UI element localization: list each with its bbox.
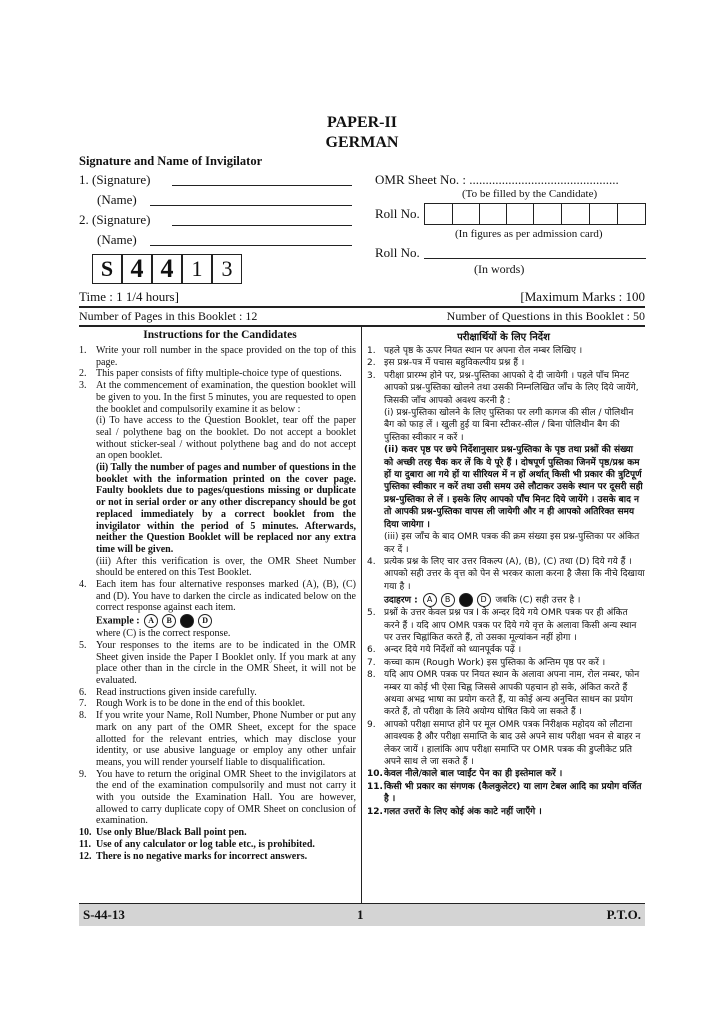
name-2-line[interactable] bbox=[150, 245, 352, 246]
instructions-hi: 1. पहले पृष्ठ के ऊपर नियत स्थान पर अपना रोल नम्बर लिखिए । 2. इस प्रश्न-पत्र में पचास बहुविकल्पीय प्रश्न हैं । 3. परीक्षा प्रारम्भ होने पर, प्रश्न-पुस्तिका आपको दे दी जायेगी । पहले पाँच मिनट आपको प्रश्न-पुस्तिका खोलने तथा उसकी निम्नलिखित जाँच के लिए दिये जायेंगे, जिसकी जाँच आपको अवश्य करनी है : (i) प्रश्न-पुस्तिका खोलने के लिए पुस्तिका पर लगी कागज की सील / पोलिथीन बैग को फाड़ लें । खुली हुई या बिना स्टीकर-सील / बिना पोलिथीन बैग की पुस्तिका स्वीकार न करें । (ii) कवर पृष्ठ पर छपे निर्देशानुसार प्रश्न-पुस्तिका के पृष्ठ तथा प्रश्नों की संख्या को अच्छी तरह चैक कर लें कि ये पूरे हैं । दोषपूर्ण पुस्तिका जिनमें पृष्ठ/प्रश्न कम हों या दुबारा आ गये हों या सीरियल में न हों अर्थात् किसी भी प्रकार की त्रुटिपूर्ण पुस्तिका स्वीकार न करें तथा उसी समय उसे लौटाकर उसके स्थान पर दूसरी सही प्रश्न-पुस्तिका ले लें । इसके लिए आपको पाँच मिनट दिये जायेंगे । उसके बाद न तो आपकी प्रश्न-पुस्तिका वापस ली जायेगी और न ही आपको अतिरिक्त समय दिया जायेगा । (iii) इस जाँच के बाद OMR पत्रक की क्रम संख्या इस प्रश्न-पुस्तिका पर अंकित कर दें । 4. प्रत्येक प्रश्न के लिए चार उत्तर विकल्प (A), (B), (C) तथा (D) दिये गये हैं । आपको सही उत्तर के वृत्त को पेन से भरकर काला करना है जैसा कि नीचे दिखाया गया है । उदाहरण : A B D जबकि (C) सही उत्तर है । 5. प्रश्नों के उत्तर केवल प्रश्न पत्र I के अन्दर दिये गये OMR पत्रक पर ही अंकित करने हैं । यदि आप OMR पत्रक पर दिये गये वृत्त के अलावा किसी अन्य स्थान पर उत्तर चिह्नांकित करते हैं, तो उसका मूल्यांकन नहीं होगा । 6. अन्दर दिये गये निर्देशों को ध्यानपूर्वक पढ़ें । 7. कच्चा काम (Rough Work) इस पुस्तिका के अन्तिम पृष्ठ पर करें । 8. यदि आप OMR पत्रक पर नियत स्थान के अलावा अपना नाम, रोल नम्बर, फोन नम्बर या कोई भी ऐसा चिह्न जिससे आपकी पहचान हो सके, अंकित करते हैं अथवा अभद्र भाषा का प्रयोग करते हैं, या कोई अन्य अनुचित साधन का प्रयोग करते हैं, तो परीक्षा के लिये अयोग्य घोषित किये जा सकते हैं । 9. आपको परीक्षा समाप्त होने पर मूल OMR पत्रक निरीक्षक महोदय को लौटाना आवश्यक है और परीक्षा समाप्ति के बाद उसे अपने साथ परीक्षा भवन से बाहर न लेकर जायें । हालांकि आप परीक्षा समाप्ति पर OMR पत्रक की डुप्लीकेट प्रति अपने साथ ले जा सकते हैं । 10. केवल नीले/काले बाल प्वाईंट पेन का ही इस्तेमाल करें । 11. किसी भी प्रकार का संगणक (कैलकुलेटर) या लाग टेबल आदि का प्रयोग वर्जित है । 12. गलत उत्तरों के लिए कोई अंक काटे नहीं जाएँगे । bbox=[367, 346, 645, 817]
signature-2-line[interactable] bbox=[172, 225, 352, 226]
hi-example: उदाहरण : A B D जबकि (C) सही उत्तर है । bbox=[384, 595, 581, 606]
en-item-11: Use of any calculator or log table etc., is prohibited. bbox=[96, 838, 315, 850]
option-c-filled-circle bbox=[180, 614, 194, 628]
roll-no-label: Roll No. bbox=[375, 206, 420, 221]
footer-code: S-44-13 bbox=[83, 907, 125, 922]
code-char-1: S bbox=[92, 254, 122, 284]
en-item-9: You have to return the original OMR Sheet to the invigilators at the end of the examination compulsorily and must not carry it with you outside the Examination Hall. You are however, allowed to carry duplicate copy of OMR Sheet on conclusion of examination. bbox=[96, 768, 356, 827]
booklet-code bbox=[92, 254, 242, 284]
rule-mid bbox=[79, 325, 645, 327]
code-char-3: 4 bbox=[152, 254, 182, 284]
rule-top bbox=[79, 306, 645, 308]
signature-1-line[interactable] bbox=[172, 185, 352, 186]
questions-count: Number of Questions in this Booklet : 50 bbox=[446, 309, 645, 323]
max-marks: [Maximum Marks : 100 bbox=[520, 289, 645, 304]
hi-item-2: इस प्रश्न-पत्र में पचास बहुविकल्पीय प्रश्न हैं । bbox=[384, 358, 525, 369]
en-item-3: At the commencement of examination, the question booklet will be given to you. In the first 5 minutes, you are requested to open the booklet and compulsorily examine it as below : bbox=[96, 380, 356, 415]
hi-item-9: आपको परीक्षा समाप्त होने पर मूल OMR पत्रक निरीक्षक महोदय को लौटाना आवश्यक है और परीक्षा समाप्ति के बाद उसे अपने साथ परीक्षा भवन से बाहर न लेकर जायें । हालांकि आप परीक्षा समाप्ति पर OMR पत्रक की डुप्लीकेट प्रति अपने साथ ले जा सकते हैं । bbox=[384, 719, 641, 767]
en-item-12: There is no negative marks for incorrect answers. bbox=[96, 850, 308, 862]
name-1-line[interactable] bbox=[150, 205, 352, 206]
omr-sheet-label: OMR Sheet No. : .............................................. bbox=[375, 172, 619, 187]
column-divider bbox=[361, 326, 362, 903]
en-item-3-iii: (iii) After this verification is over, the OMR Sheet Number should be entered on this Test Booklet. bbox=[96, 555, 356, 579]
en-item-3-ii: (ii) Tally the number of pages and number of questions in the booklet with the information printed on the cover page. Faulty booklets due to pages/questions missing or duplicate or not in serial order or any other discrepancy should be got replaced immediately by a correct booklet from the invigilator within the period of 5 minutes. Afterwards, neither the Question Booklet will be replaced nor any extra time will be given. bbox=[96, 462, 356, 555]
hi-item-8: यदि आप OMR पत्रक पर नियत स्थान के अलावा अपना नाम, रोल नम्बर, फोन नम्बर या कोई भी ऐसा चिह्न जिससे आपकी पहचान हो सके, अंकित करते हैं अथवा अभद्र भाषा का प्रयोग करते हैं, या कोई अन्य अनुचित साधन का प्रयोग करते हैं, तो परीक्षा के लिये अयोग्य घोषित किये जा सकते हैं । bbox=[384, 670, 640, 718]
signature-1-label: 1. (Signature) bbox=[79, 172, 151, 187]
hi-item-4: प्रत्येक प्रश्न के लिए चार उत्तर विकल्प (A), (B), (C) तथा (D) दिये गये हैं । आपको सही उत्तर के वृत्त को पेन से भरकर काला करना है जैसा कि नीचे दिखाया गया है । bbox=[384, 556, 645, 592]
hi-option-c-filled-circle bbox=[459, 593, 473, 607]
hi-option-b-circle: B bbox=[441, 593, 455, 607]
pages-count: Number of Pages in this Booklet : 12 bbox=[79, 309, 258, 323]
hi-item-3-ii: (ii) कवर पृष्ठ पर छपे निर्देशानुसार प्रश्न-पुस्तिका के पृष्ठ तथा प्रश्नों की संख्या को अच्छी तरह चैक कर लें कि ये पूरे हैं । दोषपूर्ण पुस्तिका जिनमें पृष्ठ/प्रश्न कम हों या दुबारा आ गये हों या सीरियल में न हों अर्थात् किसी भी प्रकार की त्रुटिपूर्ण पुस्तिका स्वीकार न करें तथा उसी समय उसे लौटाकर उसके स्थान पर दूसरी सही प्रश्न-पुस्तिका ले लें । इसके लिए आपको पाँच मिनट दिये जायेंगे । उसके बाद न तो आपकी प्रश्न-पुस्तिका वापस ली जायेगी और न ही आपको अतिरिक्त समय दिया जायेगा । bbox=[384, 445, 643, 530]
en-item-5: Your responses to the items are to be indicated in the OMR Sheet given inside the Paper I Booklet only. If you mark at any place other than in the circle in the OMR Sheet, it will not be evaluated. bbox=[96, 639, 356, 686]
hi-item-3: परीक्षा प्रारम्भ होने पर, प्रश्न-पुस्तिका आपको दे दी जायेगी । पहले पाँच मिनट आपको प्रश्न-पुस्तिका खोलने तथा उसकी निम्नलिखित जाँच के लिए दिये जायेंगे, जिसकी जाँच आपको अवश्य करनी है : bbox=[384, 370, 639, 406]
en-item-1: Write your roll number in the space provided on the top of this page. bbox=[96, 345, 356, 368]
option-b-circle: B bbox=[162, 614, 176, 628]
hi-option-a-circle: A bbox=[423, 593, 437, 607]
roll-no-note: (In figures as per admission card) bbox=[455, 228, 603, 240]
en-item-8: If you write your Name, Roll Number, Phone Number or put any mark on any part of the OMR Sheet, except for the space allotted for the relevant entries, which may disclose your identity, or use abusive language or employ any other unfair means, you will render yourself liable to disqualification. bbox=[96, 710, 356, 768]
instructions-en-heading: Instructions for the Candidates bbox=[143, 329, 297, 341]
roll-words-line[interactable] bbox=[424, 258, 646, 259]
name-2-label: (Name) bbox=[97, 232, 137, 247]
signature-2-label: 2. (Signature) bbox=[79, 212, 151, 227]
hi-item-11: किसी भी प्रकार का संगणक (कैलकुलेटर) या लाग टेबल आदि का प्रयोग वर्जित है । bbox=[384, 781, 642, 805]
en-example: Example : A B D bbox=[79, 614, 356, 628]
hi-option-d-circle: D bbox=[477, 593, 491, 607]
footer-pto: P.T.O. bbox=[606, 907, 641, 922]
footer-page-number: 1 bbox=[357, 907, 364, 922]
instructions-hi-heading: परीक्षार्थियों के लिए निर्देश bbox=[457, 332, 550, 343]
hi-item-1: पहले पृष्ठ के ऊपर नियत स्थान पर अपना रोल नम्बर लिखिए । bbox=[384, 346, 583, 356]
roll-words-note: (In words) bbox=[474, 262, 525, 276]
hi-item-6: अन्दर दिये गये निर्देशों को ध्यानपूर्वक पढ़ें । bbox=[384, 645, 522, 656]
en-item-3-i: (i) To have access to the Question Booklet, tear off the paper seal / polythene bag on the booklet. Do not accept a booklet without sticker-seal / without polythene bag and do not accept an open booklet. bbox=[96, 415, 356, 462]
en-item-6: Read instructions given inside carefully. bbox=[96, 686, 257, 698]
en-item-4: Each item has four alternative responses marked (A), (B), (C) and (D). You have to darken the circle as indicated below on the correct response against each item. bbox=[96, 579, 356, 614]
option-d-circle: D bbox=[198, 614, 212, 628]
code-char-2: 4 bbox=[122, 254, 152, 284]
footer-bar bbox=[79, 903, 645, 926]
subject-title: GERMAN bbox=[325, 134, 399, 151]
code-char-5: 3 bbox=[212, 254, 242, 284]
roll-words-label: Roll No. bbox=[375, 245, 420, 260]
option-a-circle: A bbox=[144, 614, 158, 628]
name-1-label: (Name) bbox=[97, 192, 137, 207]
hi-item-7: कच्चा काम (Rough Work) इस पुस्तिका के अन्तिम पृष्ठ पर करें । bbox=[384, 657, 606, 668]
roll-no-boxes[interactable] bbox=[424, 203, 646, 225]
hi-item-10: केवल नीले/काले बाल प्वाईंट पेन का ही इस्तेमाल करें । bbox=[384, 769, 563, 780]
hi-item-3-iii: (iii) इस जाँच के बाद OMR पत्रक की क्रम संख्या इस प्रश्न-पुस्तिका पर अंकित कर दें । bbox=[384, 532, 640, 555]
en-item-4-where: where (C) is the correct response. bbox=[96, 628, 231, 640]
hi-item-5: प्रश्नों के उत्तर केवल प्रश्न पत्र I के अन्दर दिये गये OMR पत्रक पर ही अंकित करने हैं । यदि आप OMR पत्रक पर दिये गये वृत्त के अलावा किसी अन्य स्थान पर उत्तर चिह्नांकित करते हैं, तो उसका मूल्यांकन नहीं होगा । bbox=[384, 608, 637, 643]
en-item-10: Use only Blue/Black Ball point pen. bbox=[96, 827, 247, 839]
en-item-2: This paper consists of fifty multiple-choice type of questions. bbox=[96, 368, 342, 380]
instructions-en: 1. Write your roll number in the space provided on the top of this page. 2. This paper consists of fifty multiple-choice type of questions. 3. At the commencement of examination, the question booklet will be given to you. In the first 5 minutes, you are requested to open the booklet and compulsorily examine it as below : (i) To have access to the Question Booklet, tear off the paper seal / polythene bag on the booklet. Do not accept a booklet without sticker-seal / without polythene bag and do not accept an open booklet. (ii) Tally the number of pages and number of questions in the booklet with the information printed on the cover page. Faulty booklets due to pages/questions missing or duplicate or not in serial order or any other discrepancy should be got replaced immediately by a correct booklet from the invigilator within the period of 5 minutes. Afterwards, neither the Question Booklet will be replaced nor any extra time will be given. (iii) After this verification is over, the OMR Sheet Number should be entered on this Test Booklet. 4. Each item has four alternative responses marked (A), (B), (C) and (D). You have to darken the circle as indicated below on the correct response against each item. Example : A B D where (C) is the correct response. 5. Your responses to the items are to be indicated in the OMR Sheet given inside the Paper I Booklet only. If you mark at any place other than in the circle in the OMR Sheet, it will not be evaluated. 6. Read instructions given inside carefully. 7. Rough Work is to be done in the end of this booklet. 8. If you write your Name, Roll Number, Phone Number or put any mark on any part of the OMR Sheet, except for the space allotted for the relevant entries, which may disclose your identity, or use abusive language or employ any other unfair means, you will render yourself liable to disqualification. 9. You have to return the original OMR Sheet to the invigilators at the end of the examination compulsorily and must not carry it with you outside the Examination Hall. You are however, allowed to carry duplicate copy of OMR Sheet on conclusion of examination. 10. Use only Blue/Black Ball point pen. 11. Use of any calculator or log table etc., is prohibited. 12. There is no negative marks for incorrect answers. bbox=[79, 345, 356, 862]
omr-note: (To be filled by the Candidate) bbox=[462, 188, 598, 200]
hi-item-12: गलत उत्तरों के लिए कोई अंक काटे नहीं जाएँगे । bbox=[384, 806, 542, 817]
en-item-7: Rough Work is to be done in the end of this booklet. bbox=[96, 698, 305, 710]
code-char-4: 1 bbox=[182, 254, 212, 284]
time-label: Time : 1 1/4 hours] bbox=[79, 289, 179, 304]
hi-item-3-i: (i) प्रश्न-पुस्तिका खोलने के लिए पुस्तिका पर लगी कागज की सील / पोलिथीन बैग को फाड़ लें । खुली हुई या बिना स्टीकर-सील / बिना पोलिथीन बैग की पुस्तिका स्वीकार न करें । bbox=[384, 408, 634, 443]
invigilator-heading: Signature and Name of Invigilator bbox=[79, 154, 263, 168]
paper-title: PAPER-II bbox=[327, 114, 397, 131]
